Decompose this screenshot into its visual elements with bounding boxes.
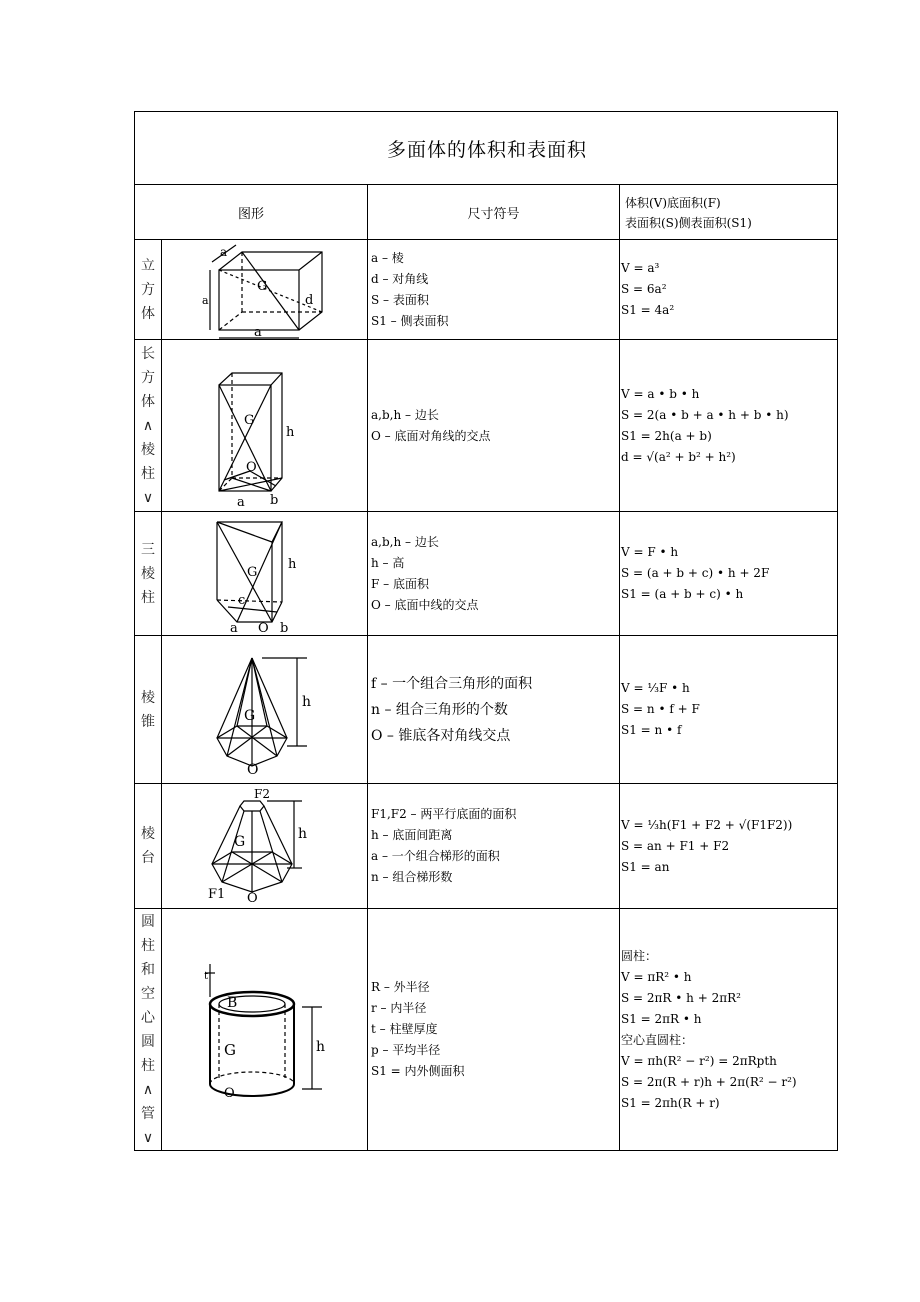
formula-line: 空心直圆柱： (621, 1032, 694, 1047)
formula-line: S1 = 2πh(R + r) (621, 1095, 720, 1110)
formulas-cell (621, 636, 835, 783)
figure-label: h (302, 694, 312, 710)
symbol-line: S1 = 内外侧面积 (371, 1064, 465, 1078)
formulas-cell (621, 240, 835, 339)
row-name-char: 心 (141, 1009, 155, 1026)
row-name-char: 锥 (141, 713, 155, 730)
row-name-char: 棱 (141, 689, 155, 706)
figure-label: h (288, 557, 297, 572)
symbol-line: S1 – 侧表面积 (371, 313, 449, 328)
row-name-char: 三 (141, 541, 155, 558)
row-name-char: ∧ (142, 1081, 154, 1098)
row-name-char: ∨ (142, 489, 154, 506)
figure-label: F1 (208, 887, 226, 902)
row-name-char: 方 (141, 369, 155, 386)
figure-label: G (257, 279, 268, 294)
frustum-figure (162, 784, 367, 908)
formula-line: S1 = an (621, 859, 670, 874)
formula-line: V = a³ (621, 261, 660, 275)
header-formula-line: 表面积(S)侧表面积(S1) (625, 215, 752, 230)
figure-label: G (244, 708, 256, 724)
formula-line: S = 2πR • h + 2πR² (621, 990, 741, 1005)
symbols-cell (371, 636, 616, 783)
row-name-char: 立 (141, 257, 155, 274)
cuboid-figure (162, 340, 367, 511)
row-name-char: 棱 (141, 826, 155, 842)
figure-label: a (237, 495, 245, 510)
symbol-line: t – 柱壁厚度 (371, 1022, 438, 1036)
formula-line: S = 2π(R + r)h + 2π(R² − r²) (621, 1074, 797, 1089)
formula-line: S1 = 4a² (621, 303, 675, 317)
formula-line: S1 = 2πR • h (621, 1011, 702, 1026)
figure-label: c (238, 593, 246, 608)
row-name-char: 长 (141, 345, 155, 362)
figure-label: O (247, 762, 259, 778)
row-name-char: 柱 (141, 937, 155, 954)
symbol-line: r – 内半径 (371, 1001, 427, 1015)
row-name-char: 体 (141, 305, 155, 322)
symbol-line: n – 组合梯形数 (371, 870, 453, 884)
formulas-cell (621, 784, 835, 908)
symbol-line: f – 一个组合三角形的面积 (371, 675, 533, 692)
header-formula-line: 体积(V)底面积(F) (625, 195, 721, 210)
formula-line: V = πR² • h (621, 969, 692, 984)
divider (367, 184, 368, 1150)
row-name-char: 空 (141, 985, 155, 1002)
row-name-char: 台 (141, 850, 155, 866)
row-name-char: 和 (141, 961, 155, 978)
formula-line: 圆柱： (621, 948, 658, 963)
row-name-char: 方 (141, 281, 155, 298)
symbol-line: F1,F2 – 两平行底面的面积 (371, 807, 517, 821)
figure-label: b (280, 621, 289, 635)
formula-line: V = ⅓F • h (621, 681, 690, 695)
figure-label: O (246, 460, 257, 475)
symbol-line: F – 底面积 (371, 576, 429, 591)
symbol-line: R – 外半径 (371, 980, 430, 994)
formula-line: V = ⅓h(F1 + F2 + √(F1F2)) (621, 817, 793, 832)
row-name-char: 柱 (141, 1057, 155, 1074)
row-name (135, 784, 161, 908)
symbols-cell (371, 340, 616, 511)
figure-label: h (298, 826, 308, 842)
row-name-char: 管 (141, 1105, 155, 1122)
figure-label: d (305, 293, 314, 308)
row-name-char: 棱 (141, 441, 155, 458)
symbols-cell (371, 784, 616, 908)
figure-label: a (220, 245, 228, 259)
symbols-cell (371, 240, 616, 339)
figure-label: O (258, 621, 269, 635)
row-name (135, 909, 161, 1150)
row-name-char: 圆 (141, 1033, 155, 1050)
header-symbols: 尺寸符号 (467, 207, 520, 222)
symbols-cell (371, 512, 616, 635)
symbol-line: a – 棱 (371, 250, 404, 265)
cube-figure (162, 240, 367, 339)
formula-line: S1 = (a + b + c) • h (621, 587, 744, 601)
header-formulas (625, 185, 835, 240)
figure-label: h (316, 1039, 326, 1055)
row-name (135, 636, 161, 783)
formula-line: V = πh(R² − r²) = 2πRpth (621, 1053, 777, 1068)
row-name-char: ∨ (142, 1129, 154, 1146)
header-figure: 图形 (237, 207, 264, 222)
figure-label: b (270, 493, 279, 508)
row-name (135, 512, 161, 635)
symbols-cell (371, 909, 616, 1150)
row-name-char: 圆 (141, 913, 155, 930)
figure-label: t (204, 971, 209, 982)
figure-label: a (230, 621, 238, 635)
symbol-line: S – 表面积 (371, 292, 429, 307)
symbol-line: h – 底面间距离 (371, 828, 453, 842)
symbol-line: p – 平均半径 (371, 1043, 441, 1057)
formula-line: S1 = n • f (621, 723, 682, 737)
formula-line: S1 = 2h(a + b) (621, 428, 712, 443)
symbol-line: n – 组合三角形的个数 (371, 701, 508, 718)
row-name-char: 棱 (141, 565, 155, 582)
symbol-line: a,b,h – 边长 (371, 407, 439, 422)
figure-label: G (224, 1041, 236, 1059)
page-title: 多面体的体积和表面积 (386, 138, 587, 161)
symbol-line: h – 高 (371, 555, 405, 570)
symbol-line: O – 底面对角线的交点 (371, 428, 491, 443)
row-name (135, 340, 161, 511)
row-name (135, 240, 161, 339)
row-name-char: 体 (141, 393, 155, 410)
figure-label: B (227, 995, 238, 1011)
cylinder-figure (162, 909, 367, 1150)
symbol-line: a – 一个组合梯形的面积 (371, 849, 500, 863)
formula-line: S = 2(a • b + a • h + b • h) (621, 407, 789, 422)
row-name-char: 柱 (141, 465, 155, 482)
row-name-char: 柱 (141, 589, 155, 606)
symbol-line: O – 底面中线的交点 (371, 597, 479, 612)
pyramid-figure (162, 636, 367, 783)
formula-line: S = an + F1 + F2 (621, 838, 730, 853)
figure-label: G (244, 413, 255, 428)
row-name-char: ∧ (142, 417, 154, 434)
figure-label: h (286, 425, 295, 440)
triangular-prism-figure (162, 512, 367, 635)
figure-label: G (234, 834, 246, 850)
figure-label: O (224, 1086, 235, 1101)
figure-label: a (202, 294, 209, 307)
formulas-cell (621, 340, 835, 511)
formulas-cell (621, 909, 835, 1150)
formula-line: V = a • b • h (621, 386, 700, 401)
divider (619, 184, 620, 1150)
symbol-line: d – 对角线 (371, 271, 429, 286)
formula-line: S = 6a² (621, 282, 667, 296)
formulas-cell (621, 512, 835, 635)
symbol-line: a,b,h – 边长 (371, 534, 439, 549)
symbol-line: O – 锥底各对角线交点 (371, 727, 511, 744)
figure-label: G (247, 565, 258, 580)
figure-label: O (247, 891, 258, 906)
formula-line: V = F • h (621, 545, 679, 559)
formula-table (134, 111, 838, 1151)
formula-line: d = √(a² + b² + h²) (621, 449, 736, 464)
formula-line: S = (a + b + c) • h + 2F (621, 566, 770, 580)
formula-line: S = n • f + F (621, 702, 700, 716)
figure-label: a (254, 325, 262, 339)
figure-label: F2 (254, 787, 270, 801)
